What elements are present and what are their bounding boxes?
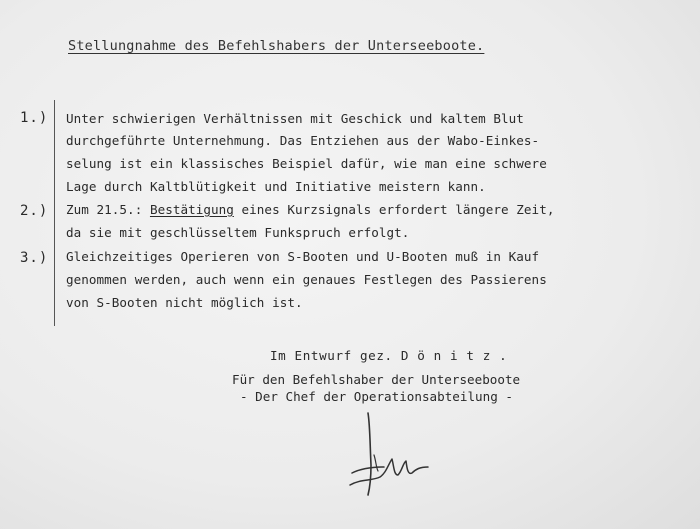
handwritten-signature xyxy=(340,405,435,500)
item-3-line-1: Gleichzeitiges Operieren von S-Booten und U-Booten muß in Kauf xyxy=(66,249,540,264)
item-1-line-2: durchgeführte Unternehmung. Das Entziehen aus der Wabo-Einkes- xyxy=(66,133,540,148)
item-2-prefix: Zum 21.5.: xyxy=(66,202,150,217)
item-number-3: 3.) xyxy=(20,250,49,266)
signature-draft-line: Im Entwurf gez. D ö n i t z . xyxy=(270,348,508,363)
item-1-line-4: Lage durch Kaltblütigkeit und Initiative meistern kann. xyxy=(66,179,486,194)
item-3-line-3: von S-Booten nicht möglich ist. xyxy=(66,295,303,310)
item-2-line-2: da sie mit geschlüsseltem Funkspruch erfolgt. xyxy=(66,225,410,240)
item-1-line-3: selung ist ein klassisches Beispiel dafür, wie man eine schwere xyxy=(66,156,547,171)
item-number-2: 2.) xyxy=(20,203,49,219)
item-2-line-1 xyxy=(66,202,554,217)
margin-rule xyxy=(54,100,55,326)
document-title: Stellungnahme des Befehlshabers der Unterseeboote. xyxy=(68,38,485,54)
item-2-suffix: eines Kurzsignals erfordert längere Zeit, xyxy=(233,202,555,217)
item-number-1: 1.) xyxy=(20,110,49,126)
signature-on-behalf-line: Für den Befehlshaber der Unterseeboote xyxy=(232,372,521,387)
item-2-underlined-word: Bestätigung xyxy=(149,202,234,217)
item-1-line-1: Unter schwierigen Verhältnissen mit Geschick und kaltem Blut xyxy=(66,111,524,126)
item-3-line-2: genommen werden, auch wenn ein genaues Festlegen des Passierens xyxy=(66,272,547,287)
signature-role-line: - Der Chef der Operationsabteilung - xyxy=(240,389,513,404)
